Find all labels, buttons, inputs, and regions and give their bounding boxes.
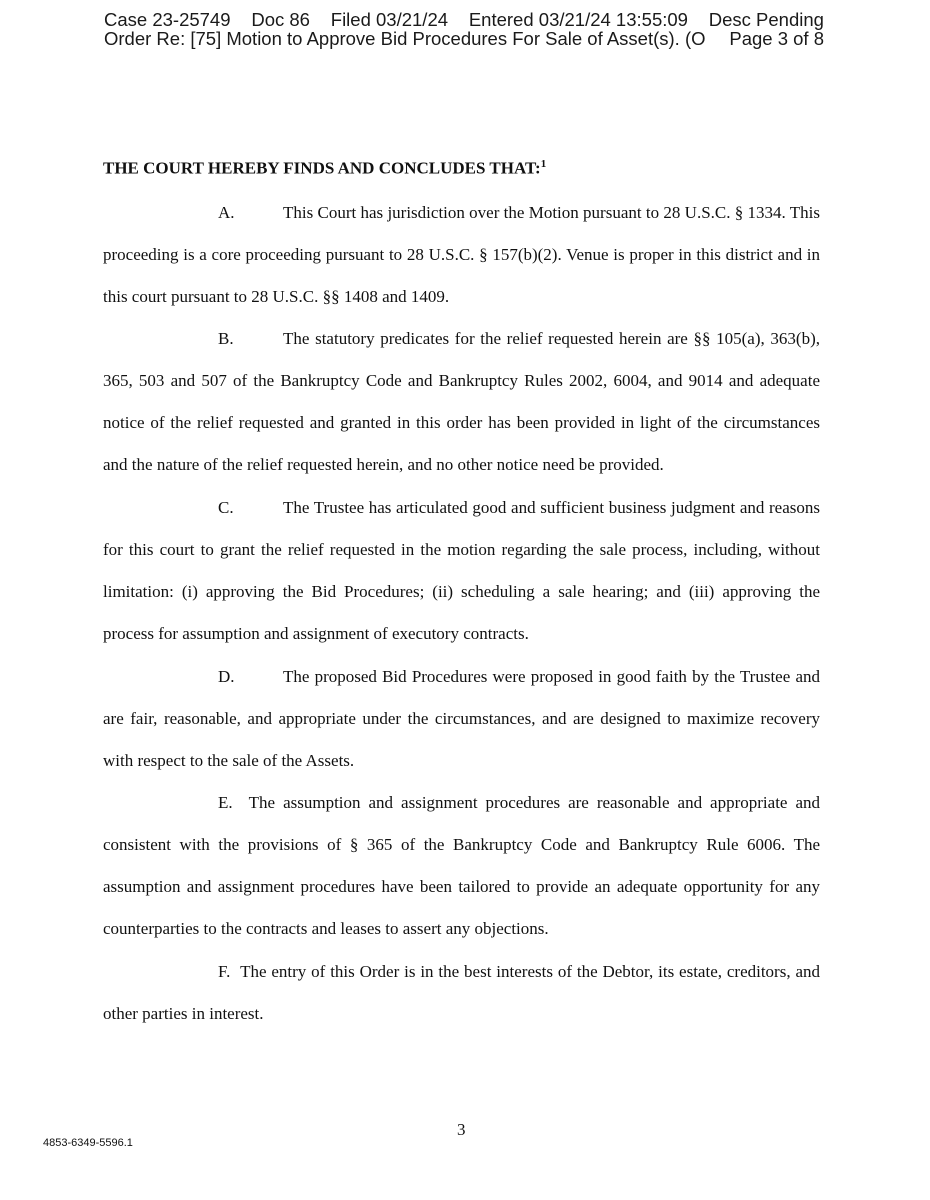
finding-c: [103, 487, 820, 655]
finding-c-text: The Trustee has articulated good and sufficient business judgment and reasons for this court to grant the relief requested in the motion regarding the sale process, including, without limitation: (i) approving the Bid Procedures; (ii) scheduling a sale hearing; and (iii) approving the process for assumption and assignment of executory contracts.: [103, 498, 820, 643]
finding-a-marker: A.: [218, 203, 235, 222]
page-indicator: Page 3 of 8: [729, 28, 824, 49]
page-number: 3: [457, 1120, 466, 1139]
doc-number: Doc 86: [251, 9, 310, 30]
finding-e-marker: E.: [218, 793, 233, 812]
finding-a-text: This Court has jurisdiction over the Motion pursuant to 28 U.S.C. § 1334. This proceeding is a core proceeding pursuant to 28 U.S.C. § 157(b)(2). Venue is proper in this district and in this court pursuant to 28 U.S.C. §§ 1408 and 1409.: [103, 203, 820, 306]
finding-c-marker: C.: [218, 498, 234, 517]
document-id: 4853-6349-5596.1: [43, 1137, 133, 1149]
finding-e-text: The assumption and assignment procedures are reasonable and appropriate and consistent with the provisions of § 365 of the Bankruptcy Code and Bankruptcy Rule 6006. The assumption and assignment procedures have been tailored to provide an adequate opportunity for any counterparties to the contracts and leases to assert any objections.: [103, 793, 821, 938]
filing-header: [104, 10, 824, 48]
finding-f-text: The entry of this Order is in the best interests of the Debtor, its estate, creditors, and other parties in interest.: [103, 962, 820, 1023]
footnote-marker: 1: [540, 158, 547, 170]
finding-d-marker: D.: [218, 667, 235, 686]
finding-e: [103, 782, 820, 950]
findings-heading-text: THE COURT HEREBY FINDS AND CONCLUDES THAT:: [103, 158, 541, 178]
finding-d: [103, 656, 820, 782]
finding-b: [103, 318, 820, 486]
filing-header-line-2: [104, 29, 824, 48]
order-description: Order Re: [75] Motion to Approve Bid Procedures For Sale of Asset(s). (O: [104, 28, 706, 49]
filing-header-line-1: [104, 10, 824, 29]
finding-f-marker: F.: [218, 962, 231, 981]
finding-b-marker: B.: [218, 329, 234, 348]
filed-date: Filed 03/21/24: [330, 9, 449, 30]
finding-b-text: The statutory predicates for the relief requested herein are §§ 105(a), 363(b), 365, 503 and 507 of the Bankruptcy Code and Bankruptcy Rules 2002, 6004, and 9014 and adequate notice of the relief requested and granted in this order has been provided in light of the circumstances and the nature of the relief requested herein, and no other notice need be provided.: [103, 329, 820, 474]
entered-date: Entered 03/21/24 13:55:09: [468, 9, 688, 30]
description: Desc Pending: [708, 9, 824, 30]
finding-f: [103, 951, 820, 1035]
finding-d-text: The proposed Bid Procedures were proposed in good faith by the Trustee and are fair, reasonable, and appropriate under the circumstances, and are designed to maximize recovery with respect to the sale of the Assets.: [103, 667, 820, 770]
findings-heading: [103, 158, 546, 179]
case-number: Case 23-25749: [104, 9, 231, 30]
finding-a: [103, 192, 820, 318]
